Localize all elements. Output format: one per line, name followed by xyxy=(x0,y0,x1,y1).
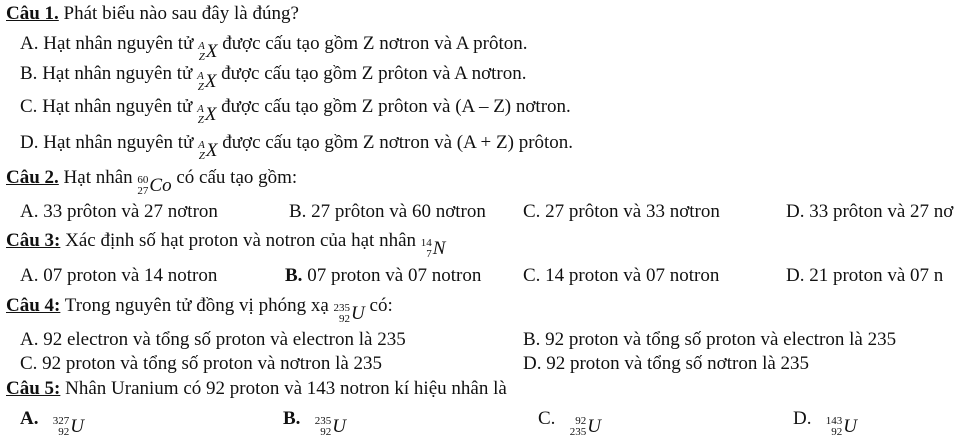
question-5-option-a: A. 327 92 U xyxy=(20,404,84,442)
question-1-option-a xyxy=(20,32,528,63)
nuclide-symbol: 60 27 Co xyxy=(137,174,172,197)
option-text: được cấu tạo gồm Z nơtron và A prôton. xyxy=(217,33,528,54)
question-1-option-b xyxy=(20,62,527,93)
question-2-text: Hạt nhân xyxy=(58,167,138,188)
question-3-option-a: A. 07 proton và 14 notron xyxy=(20,265,218,286)
nuclide-symbol: 143 92 U xyxy=(825,415,857,438)
question-5-option-c: C. 92 235 U xyxy=(538,404,601,442)
question-5-label: Câu 5: xyxy=(6,378,61,399)
option-letter: B. xyxy=(20,63,38,84)
question-2-option-b: B. 27 prôton và 60 nơtron xyxy=(289,201,486,222)
question-5-text: Nhân Uranium có 92 proton và 143 notron kí hiệu nhân là xyxy=(60,378,507,399)
question-3-option-c: C. 14 proton và 07 notron xyxy=(523,265,720,286)
option-letter: C. xyxy=(20,96,38,117)
question-4-option-b: B. 92 proton và tổng số proton và electron là 235 xyxy=(523,329,897,350)
question-3-text: Xác định số hạt proton và notron của hạt nhân xyxy=(60,230,421,251)
question-4-text: có: xyxy=(364,295,393,316)
question-2-text: có cấu tạo gồm: xyxy=(171,167,298,188)
nuclide-symbol: 235 92 U xyxy=(333,302,365,325)
question-1-option-c xyxy=(20,95,571,126)
question-3-label: Câu 3: xyxy=(6,230,61,251)
question-2-option-a: A. 33 prôton và 27 nơtron xyxy=(20,201,218,222)
option-text: Hạt nhân nguyên tử xyxy=(42,96,198,117)
option-text: được cấu tạo gồm Z nơtron và (A + Z) prôton. xyxy=(217,132,574,153)
question-4-text: Trong nguyên tử đồng vị phóng xạ xyxy=(60,295,334,316)
nuclide-symbol: 92 235 U xyxy=(569,415,601,438)
question-4-option-a: A. 92 electron và tổng số proton và electron là 235 xyxy=(20,329,406,350)
question-2-heading xyxy=(6,166,298,197)
question-3-option-b: B. 07 proton và 07 notron xyxy=(285,265,482,286)
question-5-heading xyxy=(6,377,507,401)
nuclide-symbol: A Z X xyxy=(198,139,218,162)
option-text: Hạt nhân nguyên tử xyxy=(43,132,199,153)
question-2-option-c: C. 27 prôton và 33 nơtron xyxy=(523,201,720,222)
question-5-option-b: B. 235 92 U xyxy=(283,404,346,442)
option-letter: A. xyxy=(20,33,39,54)
question-4-option-d: D. 92 proton và tổng số nơtron là 235 xyxy=(523,353,810,374)
question-1-heading xyxy=(6,2,299,26)
question-3-option-d: D. 21 proton và 07 n xyxy=(786,265,944,286)
question-1-label: Câu 1. xyxy=(6,3,59,24)
question-1-option-d xyxy=(20,131,574,162)
nuclide-symbol: 14 7 N xyxy=(420,237,446,260)
question-2-label: Câu 2. xyxy=(6,167,59,188)
question-4-heading xyxy=(6,294,393,325)
question-4-option-c: C. 92 proton và tổng số proton và nơtron là 235 xyxy=(20,353,383,374)
nuclide-symbol: A Z X xyxy=(197,103,217,126)
nuclide-symbol: 327 92 U xyxy=(52,415,84,438)
option-text: Hạt nhân nguyên tử xyxy=(43,33,199,54)
nuclide-symbol: A Z X xyxy=(197,70,217,93)
question-4-label: Câu 4: xyxy=(6,295,61,316)
question-1-text: Phát biểu nào sau đây là đúng? xyxy=(58,3,299,24)
option-text: được cấu tạo gồm Z prôton và A nơtron. xyxy=(216,63,527,84)
question-5-option-d: D. 143 92 U xyxy=(793,404,857,442)
option-text: Hạt nhân nguyên tử xyxy=(42,63,198,84)
nuclide-symbol: A Z X xyxy=(198,40,218,63)
question-2-option-d: D. 33 prôton và 27 nơ xyxy=(786,201,954,222)
question-3-heading xyxy=(6,229,446,260)
option-text: được cấu tạo gồm Z prôton và (A – Z) nơtron. xyxy=(216,96,571,117)
nuclide-symbol: 235 92 U xyxy=(314,415,346,438)
option-letter: D. xyxy=(20,132,39,153)
